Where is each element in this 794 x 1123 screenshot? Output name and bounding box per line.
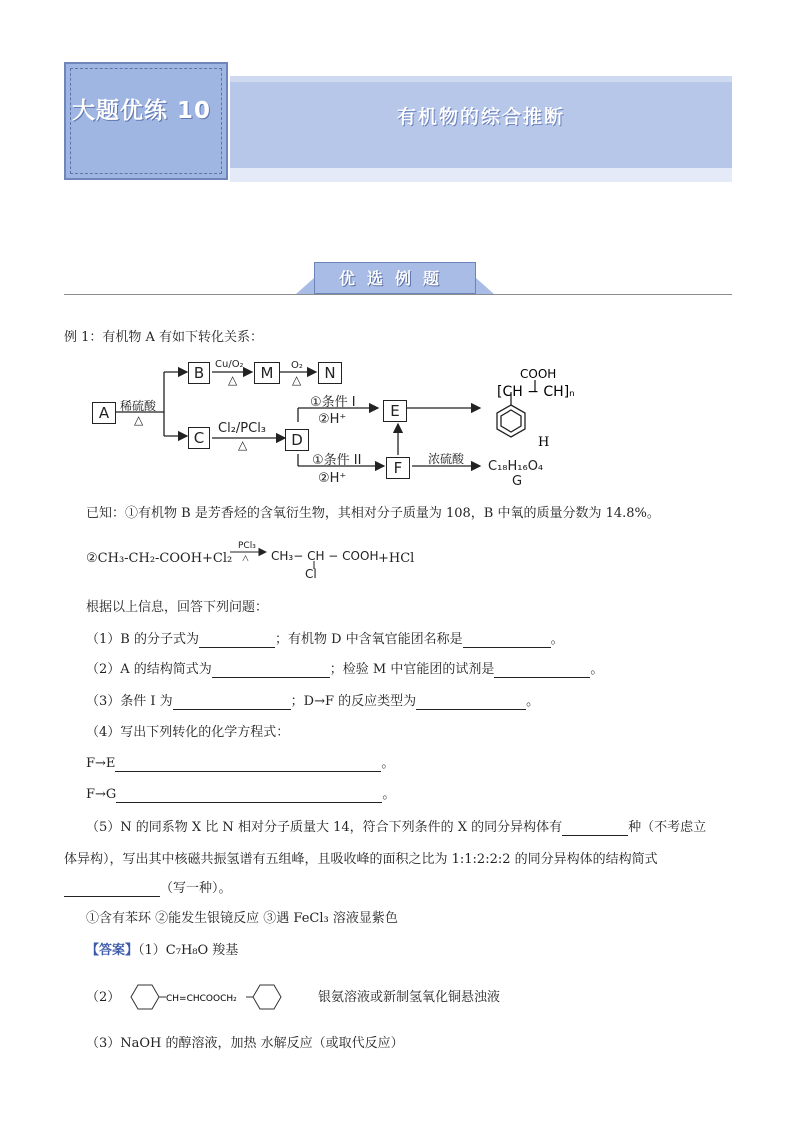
- section-divider: [64, 294, 732, 295]
- delta-label-4: △: [238, 438, 248, 452]
- question-5-line-1: （5）N 的同系物 X 比 N 相对分子质量大 14，符合下列条件的 X 的同分异构体有 种（不考虑立: [86, 820, 707, 835]
- delta-label: △: [134, 413, 144, 427]
- answer-blank-1b[interactable]: [463, 634, 551, 648]
- answer-tag: 【答案】: [86, 943, 139, 958]
- compound-b-box: B: [188, 362, 210, 384]
- answer-3: （3）NaOH 的醇溶液，加热 水解反应（或取代反应）: [86, 1036, 404, 1051]
- compound-f-box: F: [386, 457, 410, 479]
- polymer-chain: [CH − CH]ₙ: [497, 384, 575, 400]
- compound-n-box: N: [318, 362, 342, 384]
- header-banner-shadow: [230, 168, 732, 182]
- compound-m-box: M: [254, 362, 280, 384]
- h-plus-label-1: ②H⁺: [318, 412, 347, 427]
- condition-2-label: ①条件 II: [312, 453, 362, 468]
- equation-f-e: F→E 。: [86, 756, 395, 771]
- example-intro: 例 1：有机物 A 有如下转化关系：: [64, 330, 264, 345]
- question-3: （3）条件 I 为 ；D→F 的反应类型为 。: [86, 694, 540, 709]
- conc-acid-label: 浓硫酸: [428, 452, 465, 466]
- answer-blank-3b[interactable]: [416, 696, 526, 710]
- h-plus-label-2: ②H⁺: [318, 471, 347, 486]
- delta-label-2: △: [228, 373, 238, 387]
- question-4: （4）写出下列转化的化学方程式：: [86, 725, 290, 740]
- header-tag: 大题优练 10: [72, 98, 212, 124]
- g-label: G: [512, 474, 523, 489]
- header-title: 有机物的综合推断: [396, 106, 565, 128]
- answer-blank-5b[interactable]: [64, 883, 160, 897]
- cl2-pcl3-label: Cl₂/PCl₃: [218, 421, 267, 436]
- answer-1: 【答案】（1）C₇H₈O 羧基: [86, 943, 239, 958]
- question-1: （1）B 的分子式为 ；有机物 D 中含氧官能团名称是 。: [86, 632, 564, 647]
- section-label: 优选例题: [338, 269, 451, 288]
- answer-blank-1a[interactable]: [199, 634, 275, 648]
- header-banner-stripe: [230, 76, 732, 82]
- cu-o2-label: Cu/O₂: [215, 359, 244, 370]
- known-info-2-product: CH₃− CH − COOH: [271, 549, 379, 563]
- question-5-conditions: ①含有苯环 ②能发生银镜反应 ③遇 FeCl₃ 溶液显紫色: [86, 911, 398, 926]
- compound-d-box: D: [285, 429, 309, 451]
- answer-blank-2b[interactable]: [494, 664, 590, 678]
- svg-text:CH=CHCOOCH₂: CH=CHCOOCH₂: [166, 994, 237, 1004]
- known-info-2-left: ②CH₃-CH₂-COOH+Cl₂: [86, 551, 233, 566]
- dilute-acid-label: 稀硫酸: [120, 399, 157, 413]
- compound-e-box: E: [383, 400, 407, 422]
- compound-a-box: A: [92, 402, 116, 424]
- section-decoration-right: [476, 278, 494, 294]
- section-decoration-left: [296, 278, 314, 294]
- answer-blank-2a[interactable]: [212, 664, 330, 678]
- svg-text:△: △: [242, 554, 249, 561]
- answer-2-reagent: 银氨溶液或新制氢氧化铜悬浊液: [318, 990, 501, 1005]
- answer-blank-5a[interactable]: [562, 822, 628, 836]
- cooh-label: COOH: [520, 367, 557, 381]
- o2-label: O₂: [291, 360, 303, 371]
- known-info-2-cl: Cl: [305, 567, 317, 581]
- prompt-text: 根据以上信息，回答下列问题：: [86, 600, 269, 615]
- known-info-1: 已知：①有机物 B 是芳香烃的含氧衍生物，其相对分子质量为 108，B 中氧的质量分数为 14.8%。: [86, 506, 660, 521]
- known-info-2-reagent: PCl₃: [238, 541, 256, 551]
- delta-label-3: △: [292, 373, 302, 387]
- compound-c-box: C: [188, 427, 210, 449]
- question-5-line-2: 体异构），写出其中核磁共振氢谱有五组峰，且吸收峰的面积之比为 1:1:2:2:2 的同分异构体的结构简式: [64, 852, 658, 867]
- question-2: （2）A 的结构简式为 ；检验 M 中官能团的试剂是 。: [86, 662, 604, 677]
- answer-blank-fg[interactable]: [116, 789, 382, 803]
- known-info-2-arrow: [230, 547, 270, 561]
- condition-1-label: ①条件 I: [310, 395, 356, 410]
- question-5-line-3: （写一种）。: [64, 881, 232, 897]
- known-info-2-hcl: +HCl: [378, 551, 415, 566]
- answer-2-structure: [126, 978, 286, 1016]
- answer-2-number: （2）: [86, 990, 121, 1005]
- answer-blank-3a[interactable]: [173, 696, 291, 710]
- h-label: H: [538, 435, 550, 450]
- answer-blank-fe[interactable]: [115, 758, 381, 772]
- equation-f-g: F→G 。: [86, 787, 396, 802]
- g-formula: C₁₈H₁₆O₄: [488, 459, 544, 474]
